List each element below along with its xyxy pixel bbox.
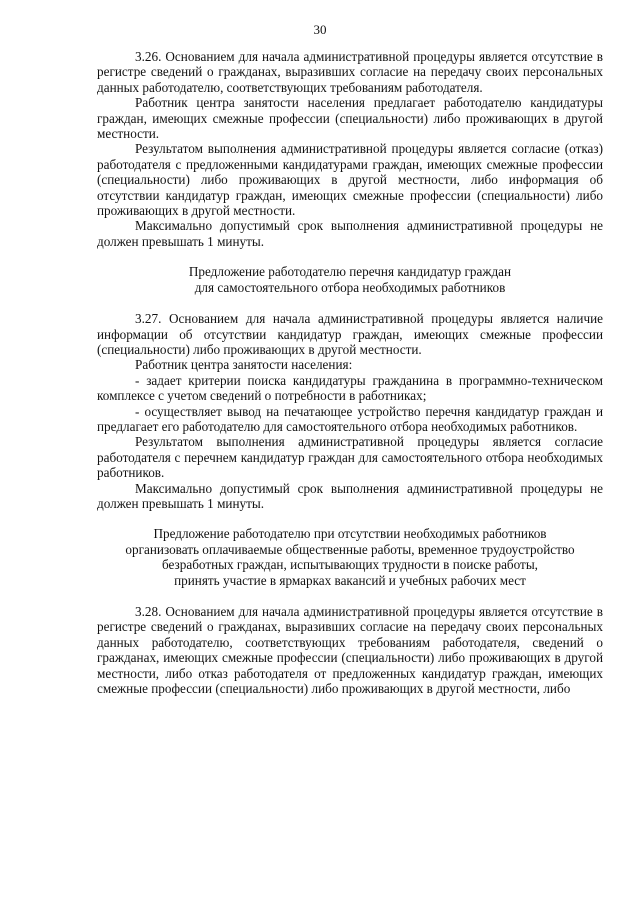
paragraph-3-26-deadline: Максимально допустимый срок выполнения административной процедуры не должен превышать 1 минуты.: [97, 218, 603, 249]
spacer: [97, 249, 603, 264]
section-heading-candidate-list: [97, 264, 603, 295]
paragraph-3-26-worker: Работник центра занятости населения предлагает работодателю кандидатуры граждан, имеющих смежные профессии (специальности) либо проживающих в другой местности.: [97, 95, 603, 142]
heading-line: принять участие в ярмарках вакансий и учебных рабочих мест: [174, 572, 526, 588]
paragraph-3-27-criteria: - задает критерии поиска кандидатуры гражданина в программно-техническом комплексе с учетом сведений о потребности в работниках;: [97, 372, 603, 404]
paragraph-3-27-basis: 3.27. Основанием для начала административной процедуры является наличие информации об отсутствии кандидатур граждан, имеющих смежные профессии (специальности) либо проживающих в другой местности.: [97, 311, 603, 357]
spacer: [97, 588, 603, 604]
paragraph-3-27-deadline: Максимально допустимый срок выполнения административной процедуры не должен превышать 1 минуты.: [97, 480, 603, 511]
paragraph-3-26-result: Результатом выполнения административной процедуры является согласие (отказ) работодателя с предложенными кандидатурами граждан, имеющих смежные профессии (специальности) либо проживающих в другой местности, либо информация об отсутствии кандидатур граждан, имеющих смежные профессии (специальности) либо проживающих в другой местности.: [97, 141, 603, 219]
paragraph-3-27-printout: - осуществляет вывод на печатающее устройство перечня кандидатур граждан и предлагает его работодателю для самостоятельного отбора необходимых работников.: [97, 403, 603, 434]
section-heading-public-works: [97, 526, 603, 588]
spacer: [97, 295, 603, 311]
section-3-28: [97, 604, 603, 696]
paragraph-3-27-result: Результатом выполнения административной процедуры является согласие работодателя с перечнем кандидатур граждан для самостоятельного отбора необходимых работников.: [97, 434, 603, 481]
document-body: [97, 49, 603, 696]
heading-line: безработных граждан, испытывающих трудности в поиске работы,: [162, 557, 538, 573]
section-3-27: [97, 311, 603, 511]
heading-line: Предложение работодателю при отсутствии необходимых работников: [153, 526, 547, 542]
page-number: 30: [313, 22, 327, 37]
paragraph-3-26-basis: 3.26. Основанием для начала административной процедуры является отсутствие в регистре сведений о гражданах, выразивших согласие на передачу своих персональных данных работодателю, соответствующих требованиям работодателя.: [97, 49, 603, 95]
paragraph-3-28-basis: 3.28. Основанием для начала административной процедуры является отсутствие в регистре сведений о гражданах, выразивших согласие на передачу своих персональных данных работодателю, соответствующих требованиям работодателя, сведений о гражданах, имеющих смежные профессии (специальности) либо проживающих в другой местности, либо отказ работодателя от предложенных кандидатур граждан, имеющих смежные профессии (специальности) либо проживающих в другой местности, либо: [97, 604, 603, 697]
heading-line: организовать оплачиваемые общественные работы, временное трудоустройство: [125, 541, 575, 557]
heading-line: для самостоятельного отбора необходимых работников: [194, 279, 506, 295]
heading-line: Предложение работодателю перечня кандидатур граждан: [188, 264, 512, 280]
paragraph-3-27-worker: Работник центра занятости населения:: [135, 357, 353, 373]
section-3-26: [97, 49, 603, 249]
spacer: [97, 511, 603, 526]
